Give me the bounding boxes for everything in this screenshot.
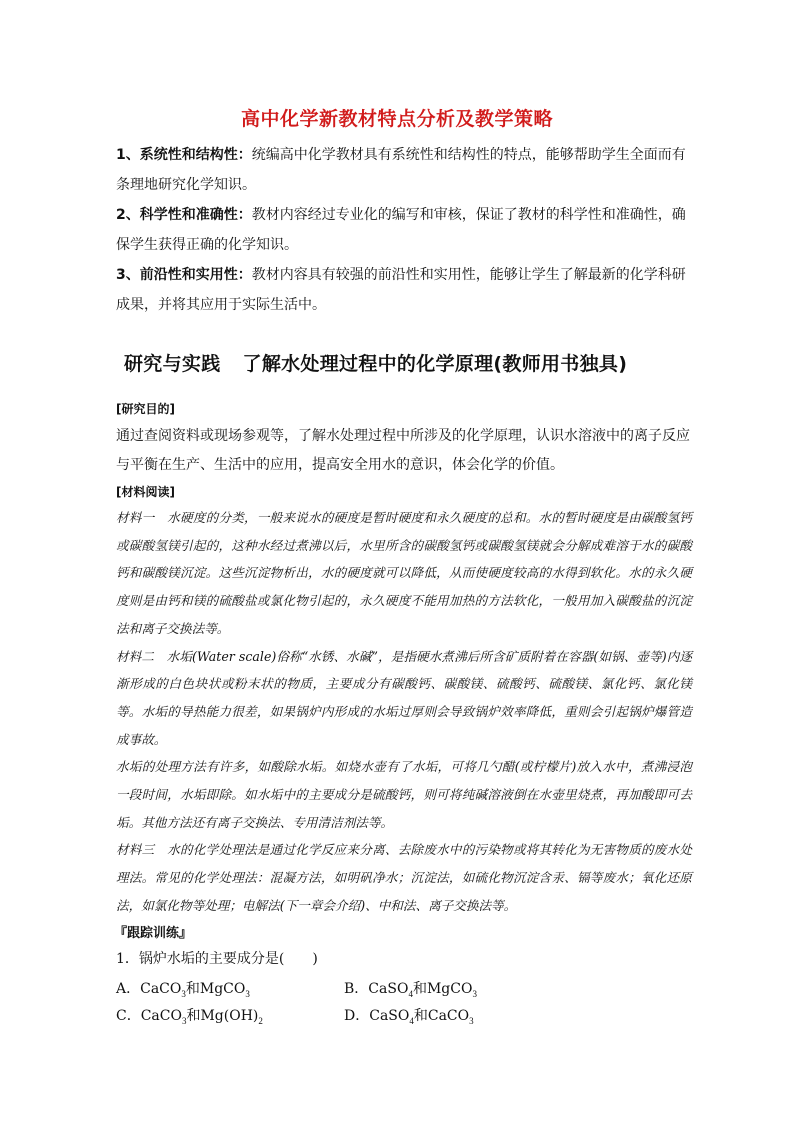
- feature-text: 教材内容具有较强的前沿性和实用性，能够让学生了解最新的化学科研成果，并将其应用于实际生活中。: [116, 267, 686, 313]
- feature-label: 2、科学性和准确性：: [116, 207, 252, 223]
- material-paragraph: 材料一 水硬度的分类，一般来说水的硬度是暂时硬度和永久硬度的总和。水的暂时硬度是由碳酸氢钙或碳酸氢镁引起的，这种水经过煮沸以后，水里所含的碳酸氢钙或碳酸氢镁就会分解成难溶于水的碳酸钙和碳酸镁沉淀。这些沉淀物析出，水的硬度就可以降低，从而使硬度较高的水得到软化。水的永久硬度则是由钙和镁的硫酸盐或氯化物引起的，永久硬度不能用加热的方法软化，一般用加入碳酸盐的沉淀法和离子交换法等。: [116, 510, 692, 636]
- training-header: 『跟踪训练』: [114, 926, 193, 941]
- feature-item: [116, 200, 690, 260]
- section-title-left: 研究与实践: [124, 353, 221, 375]
- purpose-tag: [研究目的]: [116, 402, 175, 416]
- material-paragraph: 材料三 水的化学处理法是通过化学反应来分离、去除废水中的污染物或将其转化为无害物质的废水处理法。常见的化学处理法：混凝方法，如明矾净水；沉淀法，如硫化物沉淀含汞、镉等废水；氧化还原法，如氯化物等处理；电解法(下一章会介绍)、中和法、离子交换法等。: [116, 842, 692, 913]
- section-title: [124, 349, 724, 376]
- option-d[interactable]: D．CaSO$_4$和CaCO$_3$: [344, 1008, 474, 1026]
- material-paragraph: 材料二 水垢(Water scale)俗称“水锈、水碱”，是指硬水煮沸后所含矿质附着在容器(如锅、壶等)内逐渐形成的白色块状或粉末状的物质，主要成分有碳酸钙、碳酸镁、硫酸钙、硫酸镁、氯化钙、氯化镁等。水垢的导热能力很差，如果锅炉内形成的水垢过厚则会导致锅炉效率降低，重则会引起锅炉爆管造成事故。: [116, 648, 692, 747]
- purpose-text: 通过查阅资料或现场参观等，了解水处理过程中所涉及的化学原理，认识水溶液中的离子反应与平衡在生产、生活中的应用，提高安全用水的意识，体会化学的价值。: [116, 428, 690, 473]
- feature-list: [116, 140, 690, 320]
- option-c[interactable]: C．CaCO$_3$和$Mg(OH)_2$: [116, 1008, 263, 1026]
- feature-item: [116, 260, 690, 320]
- document-title: 高中化学新教材特点分析及教学策略: [240, 108, 553, 130]
- feature-item: [116, 140, 690, 200]
- feature-text: 统编高中化学教材具有系统性和结构性的特点，能够帮助学生全面而有条理地研究化学知识。: [116, 147, 686, 193]
- feature-label: 1、系统性和结构性：: [116, 147, 252, 163]
- option-a[interactable]: A．CaCO$_3$和MgCO$_3$: [116, 981, 250, 999]
- reading-tag: [材料阅读]: [116, 485, 175, 499]
- material-paragraph: 水垢的处理方法有许多，如酸除水垢。如烧水壶有了水垢，可将几勺醋(或柠檬片)放入水中，煮沸浸泡一段时间，水垢即除。如水垢中的主要成分是硫酸钙，则可将纯碱溶液倒在水壶里烧煮，再加酸即可去垢。其他方法还有离子交换法、专用清洁剂法等。: [116, 759, 692, 830]
- option-b[interactable]: B．CaSO$_4$和MgCO$_3$: [344, 981, 477, 999]
- materials-block: [116, 504, 692, 920]
- feature-label: 3、前沿性和实用性：: [116, 267, 252, 283]
- question-stem: 1．锅炉水垢的主要成分是( ): [116, 951, 318, 967]
- feature-text: 教材内容经过专业化的编写和审核，保证了教材的科学性和准确性，确保学生获得正确的化学知识。: [116, 207, 686, 253]
- section-title-right: 了解水处理过程中的化学原理(教师用书独具): [242, 353, 628, 375]
